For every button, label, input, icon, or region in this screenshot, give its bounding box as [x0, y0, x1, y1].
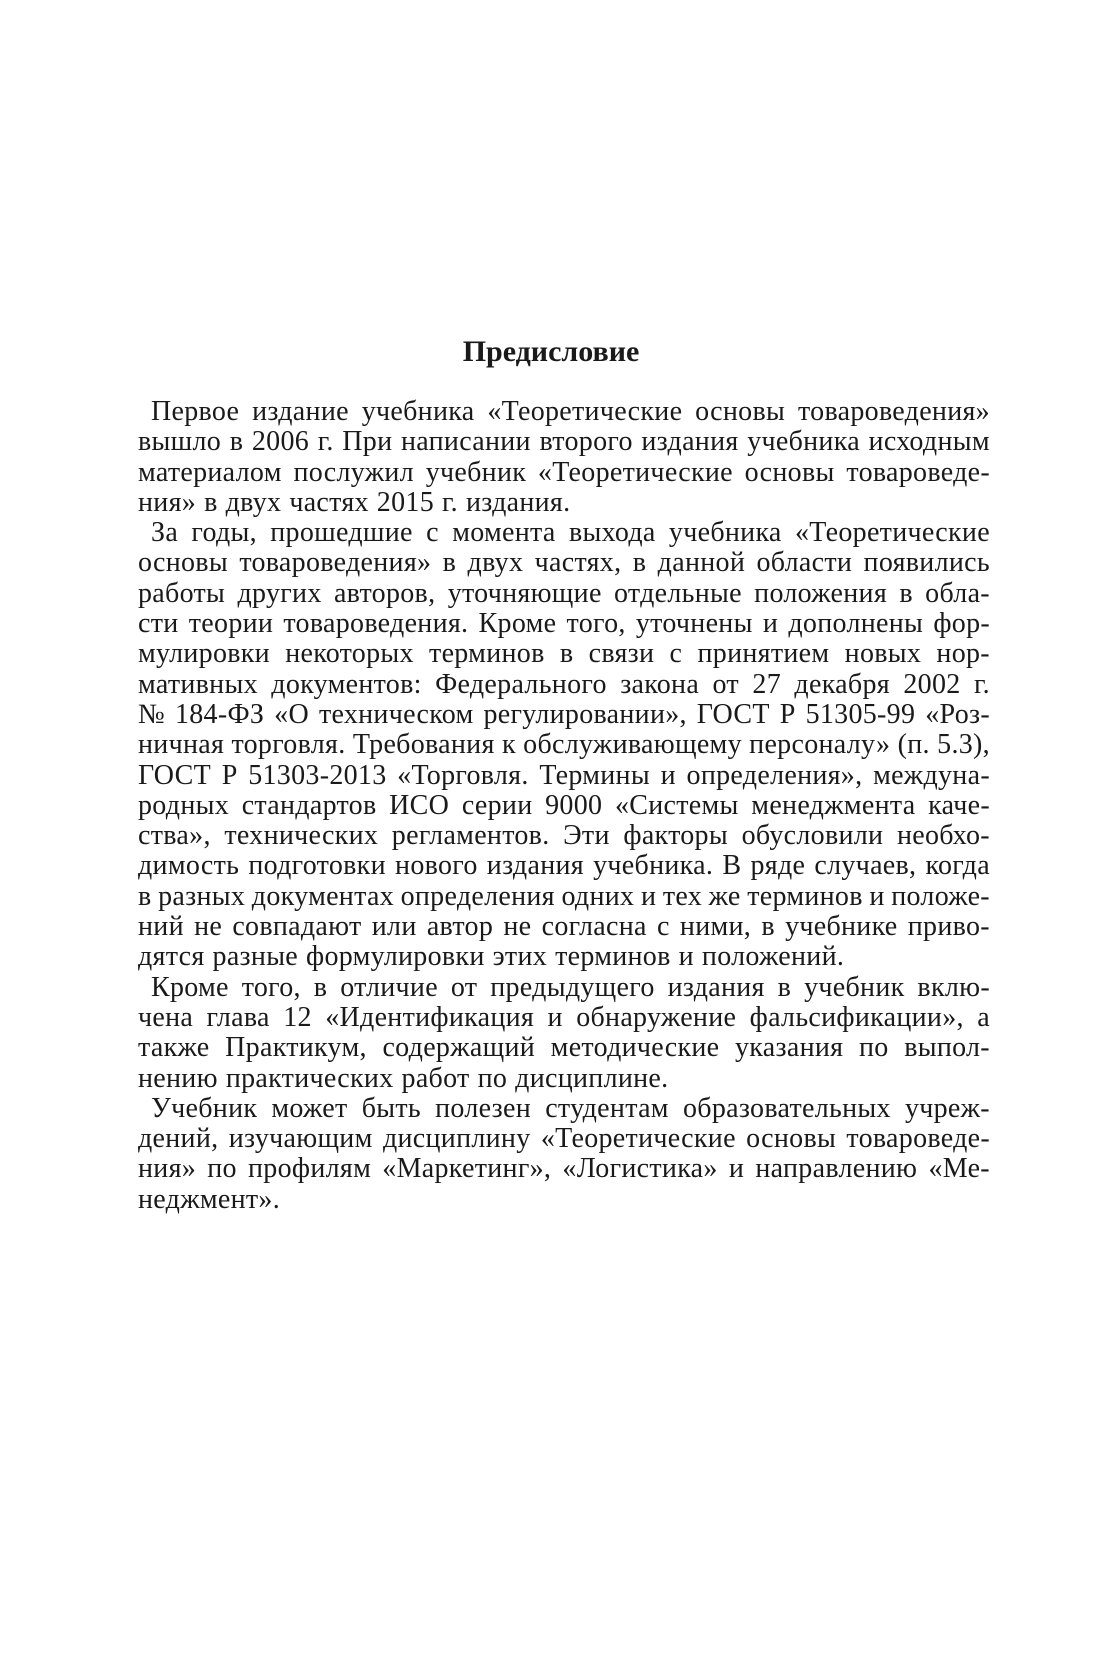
word: отличие — [340, 971, 438, 1003]
word: дисциплину — [382, 1123, 531, 1155]
word: декабря — [794, 668, 890, 700]
word: димость — [138, 850, 240, 882]
text-line — [138, 548, 990, 578]
word: разные — [212, 941, 299, 973]
word: положений. — [701, 941, 845, 973]
word: издания — [667, 971, 765, 1003]
word: прошедшие — [270, 517, 413, 549]
word: технических — [224, 820, 379, 852]
word: «Логистика» — [562, 1153, 718, 1185]
word: теории — [188, 608, 274, 640]
text-line — [138, 821, 990, 851]
word: по — [858, 1032, 889, 1064]
word: междуна- — [873, 759, 990, 791]
word: 2002 — [903, 668, 961, 700]
word: быть — [361, 1092, 421, 1124]
word: двух — [225, 486, 282, 518]
word: уточняющие — [447, 577, 602, 609]
word: работ — [401, 1062, 470, 1094]
word: терминов — [429, 638, 545, 670]
text-line — [138, 1064, 990, 1094]
word: № — [138, 698, 166, 730]
word: когда — [925, 850, 990, 882]
word: регламентов. — [391, 820, 550, 852]
word: в — [632, 547, 647, 579]
word: момента — [452, 517, 556, 549]
word: дисциплине. — [515, 1062, 669, 1094]
word: 2006 — [251, 426, 310, 458]
word: полезен — [435, 1092, 532, 1124]
text-line — [138, 609, 990, 639]
word: послужил — [293, 456, 414, 488]
word: к — [501, 729, 516, 761]
word: выхода — [568, 517, 656, 549]
text-line — [138, 1094, 990, 1124]
word: обнаружение — [576, 1001, 737, 1033]
word: основы — [746, 1123, 837, 1155]
word: ний — [138, 911, 184, 943]
text-line — [138, 1003, 990, 1033]
word: Требования — [352, 729, 495, 761]
word: В — [722, 850, 742, 882]
word: подготовки — [248, 850, 386, 882]
word: обла- — [925, 577, 990, 609]
word: написании — [400, 426, 531, 458]
word: За — [151, 517, 179, 549]
word: документах — [251, 880, 395, 912]
word: торговля. — [231, 729, 346, 761]
word: связи — [588, 638, 655, 670]
word: товароведения» — [798, 396, 990, 427]
text-line — [138, 458, 990, 488]
text-line — [138, 397, 990, 427]
word: нор- — [936, 638, 990, 670]
word: Кроме — [151, 971, 229, 1003]
word: ГОСТ — [138, 759, 212, 791]
preface-body — [138, 397, 990, 1215]
word: учебника — [668, 517, 782, 549]
word: предыдущего — [490, 971, 655, 1003]
word: двух — [467, 547, 524, 579]
word: 51305-99 — [805, 698, 916, 730]
word: ИСО — [389, 789, 450, 821]
text-line — [138, 1124, 990, 1154]
word: и — [728, 1153, 745, 1185]
word: ния» — [138, 486, 197, 518]
word: Первое — [151, 396, 240, 427]
word: определения — [400, 880, 555, 912]
word: дятся — [138, 941, 205, 973]
word: и — [547, 1001, 563, 1033]
text-line — [138, 1154, 990, 1184]
word: ними, — [679, 911, 752, 943]
word: в — [442, 547, 457, 579]
word: издание — [252, 396, 349, 427]
word: основы — [138, 547, 228, 579]
word: «Идентификация — [325, 1001, 535, 1033]
word: Р — [779, 698, 796, 730]
word: и — [678, 941, 694, 973]
word: нового — [395, 850, 478, 882]
word: 2015 — [376, 486, 434, 518]
text-line — [138, 851, 990, 881]
word: ния» — [138, 1153, 197, 1185]
word: дополнены — [788, 608, 924, 640]
word: в — [138, 880, 152, 912]
word: товароведе- — [846, 1123, 990, 1155]
word: каче- — [928, 789, 990, 821]
word: определения», — [686, 759, 863, 791]
word: Термины — [539, 759, 650, 791]
word: и — [869, 880, 885, 912]
word: одних — [561, 880, 635, 912]
word: «Ме- — [928, 1153, 990, 1185]
word: отдельные — [614, 577, 742, 609]
word: в — [559, 638, 574, 670]
word: частях — [289, 486, 369, 518]
word: работы — [138, 577, 226, 609]
word: «Роз- — [925, 698, 990, 730]
word: учебнике — [785, 911, 898, 943]
word: положе- — [891, 880, 990, 912]
word: терминов — [555, 941, 671, 973]
word: в — [777, 971, 792, 1003]
word: не — [194, 911, 223, 943]
word: «Маркетинг», — [382, 1153, 552, 1185]
word: персоналу» — [749, 729, 891, 761]
word: области — [756, 547, 853, 579]
word: студентам — [545, 1092, 669, 1124]
word: новых — [844, 638, 922, 670]
word: 184-ФЗ — [174, 698, 265, 730]
word: годы, — [191, 517, 257, 549]
word: по — [207, 1153, 237, 1185]
word: методические — [550, 1032, 720, 1064]
word: от — [712, 668, 739, 700]
word: ничная — [138, 729, 225, 761]
word: уточнены — [635, 608, 753, 640]
text-line — [138, 1185, 990, 1215]
word: 27 — [752, 668, 781, 700]
word: учебника — [361, 396, 475, 427]
word: регулировании», — [483, 698, 687, 730]
word: образовательных — [682, 1092, 891, 1124]
text-line — [138, 730, 990, 760]
word: исходным — [868, 426, 990, 458]
word: сти — [138, 608, 179, 640]
word: обусловили — [741, 820, 884, 852]
word: факторы — [623, 820, 728, 852]
word: в — [313, 971, 328, 1003]
word: и — [762, 608, 779, 640]
word: Федерального — [435, 668, 607, 700]
word: «Теоретические — [487, 396, 683, 427]
word: г. — [442, 486, 458, 518]
word: учебник — [804, 971, 905, 1003]
word: менеджмента — [751, 789, 916, 821]
word: частях, — [534, 547, 622, 579]
word: профилям — [248, 1153, 372, 1185]
word: закона — [620, 668, 700, 700]
word: случаев, — [814, 850, 917, 882]
word: и — [640, 880, 657, 912]
word: же — [708, 880, 741, 912]
section-heading: Предисловие — [462, 335, 640, 368]
word: «Системы — [614, 789, 739, 821]
word: в — [229, 426, 244, 458]
word: появились — [863, 547, 990, 579]
word: направлению — [755, 1153, 918, 1185]
word: стандартов — [241, 789, 377, 821]
word: учебник — [425, 456, 527, 488]
text-line — [138, 579, 990, 609]
word: Эти — [563, 820, 610, 852]
text-line — [138, 791, 990, 821]
text-line — [138, 670, 990, 700]
word: «Теоретические — [794, 517, 990, 549]
text-line — [138, 518, 990, 548]
word: товароведения» — [239, 547, 432, 579]
word: вклю- — [917, 971, 990, 1003]
word: нению — [138, 1062, 218, 1094]
word: г. — [973, 668, 990, 700]
word: практических — [225, 1062, 394, 1094]
word: некоторых — [285, 638, 414, 670]
word: Р — [221, 759, 238, 791]
word: разных — [158, 880, 246, 912]
word: дений, — [138, 1123, 219, 1155]
word: вышло — [138, 426, 222, 458]
word: 51303-2013 — [248, 759, 387, 791]
word: документов: — [271, 668, 422, 700]
word: с — [426, 517, 439, 549]
word: учебника. — [593, 850, 714, 882]
word: или — [371, 911, 417, 943]
word: по — [477, 1062, 508, 1094]
word: терминов — [747, 880, 863, 912]
word: г. — [317, 426, 334, 458]
word: тех — [662, 880, 703, 912]
word: от — [450, 971, 478, 1003]
word: издания — [641, 426, 739, 458]
word: указания — [735, 1032, 844, 1064]
word: приво- — [907, 911, 990, 943]
word: выпол- — [904, 1032, 990, 1064]
word: товароведения. — [283, 608, 469, 640]
word: «Теоретические — [537, 456, 733, 488]
word: также — [138, 1032, 210, 1064]
word: При — [342, 426, 393, 458]
word: в — [899, 577, 913, 609]
word: авторов, — [333, 577, 436, 609]
word: материалом — [138, 456, 282, 488]
word: мулировки — [138, 638, 270, 670]
text-line — [138, 639, 990, 669]
word: издания. — [465, 486, 571, 518]
word: принятием — [697, 638, 830, 670]
word: обслуживающему — [523, 729, 742, 761]
word: изучающим — [228, 1123, 373, 1155]
word: Кроме — [478, 608, 557, 640]
text-line — [138, 1033, 990, 1063]
text-line — [138, 882, 990, 912]
text-line — [138, 761, 990, 791]
word: согласна — [541, 911, 647, 943]
word: ГОСТ — [696, 698, 770, 730]
word: с — [656, 911, 670, 943]
word: положения — [754, 577, 887, 609]
word: ства», — [138, 820, 211, 852]
text-line — [138, 488, 990, 518]
word: родных — [138, 789, 230, 821]
word: глава — [206, 1001, 270, 1033]
word: издания — [486, 850, 584, 882]
word: «Теоретические — [540, 1123, 736, 1155]
word: и — [660, 759, 676, 791]
word: второго — [539, 426, 633, 458]
word: учебника — [747, 426, 860, 458]
word: необхо- — [896, 820, 990, 852]
word: товароведе- — [846, 456, 990, 488]
word: серии — [461, 789, 533, 821]
word: формулировки — [306, 941, 485, 973]
word: содержащий — [382, 1032, 536, 1064]
word: а — [977, 1001, 990, 1033]
word: того, — [241, 971, 301, 1003]
word: учреж- — [904, 1092, 990, 1124]
word: данной — [657, 547, 746, 579]
word: того, — [566, 608, 626, 640]
word: других — [237, 577, 322, 609]
word: фальсификации», — [749, 1001, 964, 1033]
word: в — [761, 911, 775, 943]
word: основы — [744, 456, 835, 488]
text-line — [138, 700, 990, 730]
word: техническом — [318, 698, 474, 730]
text-line — [138, 942, 990, 972]
word: Учебник — [151, 1092, 258, 1124]
word: автор — [426, 911, 494, 943]
text-line — [138, 427, 990, 457]
word: неджмент». — [138, 1183, 281, 1215]
text-line — [138, 973, 990, 1003]
word: (п. — [897, 729, 930, 761]
word: в — [204, 486, 218, 518]
text-line — [138, 912, 990, 942]
word: может — [271, 1092, 348, 1124]
word: фор- — [933, 608, 990, 640]
word: 9000 — [545, 789, 603, 821]
word: не — [503, 911, 532, 943]
word: основы — [695, 396, 786, 427]
word: совпадают — [232, 911, 362, 943]
word: ряде — [750, 850, 806, 882]
word: чена — [138, 1001, 194, 1033]
word: с — [669, 638, 683, 670]
word: 12 — [283, 1001, 312, 1033]
word: «О — [274, 698, 309, 730]
word: этих — [492, 941, 548, 973]
word: 5.3), — [937, 729, 990, 761]
word: мативных — [138, 668, 258, 700]
word: «Торговля. — [397, 759, 529, 791]
word: Практикум, — [225, 1032, 367, 1064]
